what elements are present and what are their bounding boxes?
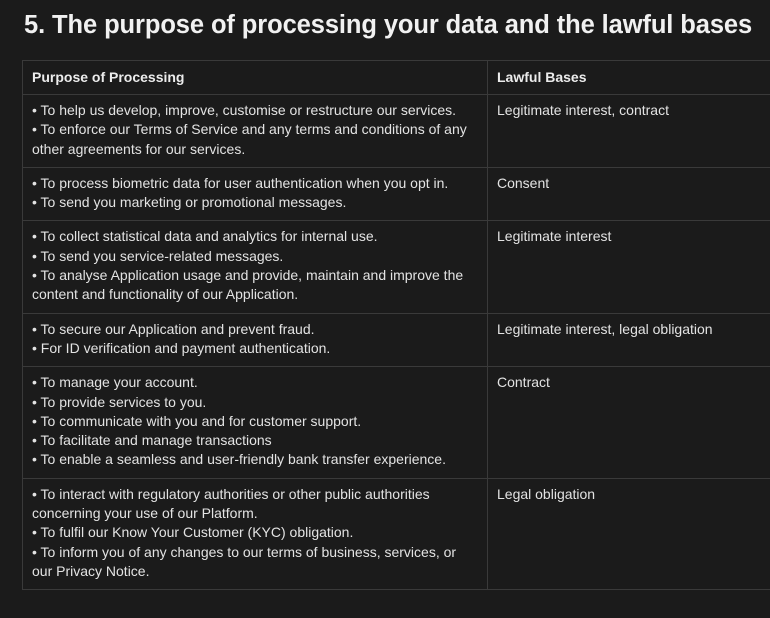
purpose-item: • To help us develop, improve, customise or restructure our services. <box>32 102 457 118</box>
header-lawful-bases: Lawful Bases <box>488 61 770 95</box>
basis-cell: Legitimate interest <box>488 221 770 313</box>
purpose-item: • To collect statistical data and analytics for internal use. <box>32 228 378 245</box>
purpose-item: • To facilitate and manage transactions <box>32 432 272 449</box>
purpose-item: • To secure our Application and prevent fraud. <box>32 320 315 337</box>
section-title: 5. The purpose of processing your data and the lawful bases <box>24 11 753 39</box>
purpose-item: • To provide services to you. <box>32 393 207 410</box>
purpose-cell <box>23 167 488 221</box>
purpose-item: • To communicate with you and for customer support. <box>32 412 362 429</box>
purpose-cell <box>23 313 488 367</box>
purpose-item: • To enforce our Terms of Service and any terms and conditions of any other agreements for our services. <box>32 121 467 157</box>
basis-cell: Contract <box>488 367 770 478</box>
purpose-item: • To process biometric data for user authentication when you opt in. <box>32 174 449 191</box>
purpose-item: • To enable a seamless and user-friendly bank transfer experience. <box>32 451 446 468</box>
purpose-item: • To inform you of any changes to our terms of business, services, or our Privacy Notice. <box>32 543 457 579</box>
purpose-item: • To analyse Application usage and provide, maintain and improve the content and functionality of our Application. <box>32 267 464 303</box>
table-body <box>23 95 770 590</box>
header-purpose: Purpose of Processing <box>23 61 488 95</box>
lawful-bases-table-container <box>22 60 770 590</box>
basis-cell: Legitimate interest, contract <box>488 95 770 168</box>
table-row <box>23 221 770 313</box>
basis-cell: Legitimate interest, legal obligation <box>488 313 770 367</box>
basis-cell: Legal obligation <box>488 478 770 589</box>
purpose-cell <box>23 367 488 478</box>
purpose-item: • To send you marketing or promotional messages. <box>32 194 347 211</box>
purpose-item: • For ID verification and payment authentication. <box>32 339 331 356</box>
purpose-cell <box>23 221 488 313</box>
table-header-row <box>23 61 770 95</box>
table-header <box>23 61 770 95</box>
purpose-item: • To interact with regulatory authorities or other public authorities concerning your use of our Platform. <box>32 485 430 522</box>
purpose-item: • To send you service-related messages. <box>32 247 284 264</box>
purpose-item: • To manage your account. <box>32 374 198 391</box>
table-row <box>23 313 770 367</box>
table-row <box>23 95 770 168</box>
purpose-cell <box>23 95 488 168</box>
purpose-cell <box>23 478 488 589</box>
table-row <box>23 478 770 589</box>
basis-cell: Consent <box>488 167 770 221</box>
purpose-item: • To fulfil our Know Your Customer (KYC) obligation. <box>32 524 354 541</box>
table-row <box>23 167 770 221</box>
table-row <box>23 367 770 478</box>
lawful-bases-table <box>22 60 770 590</box>
